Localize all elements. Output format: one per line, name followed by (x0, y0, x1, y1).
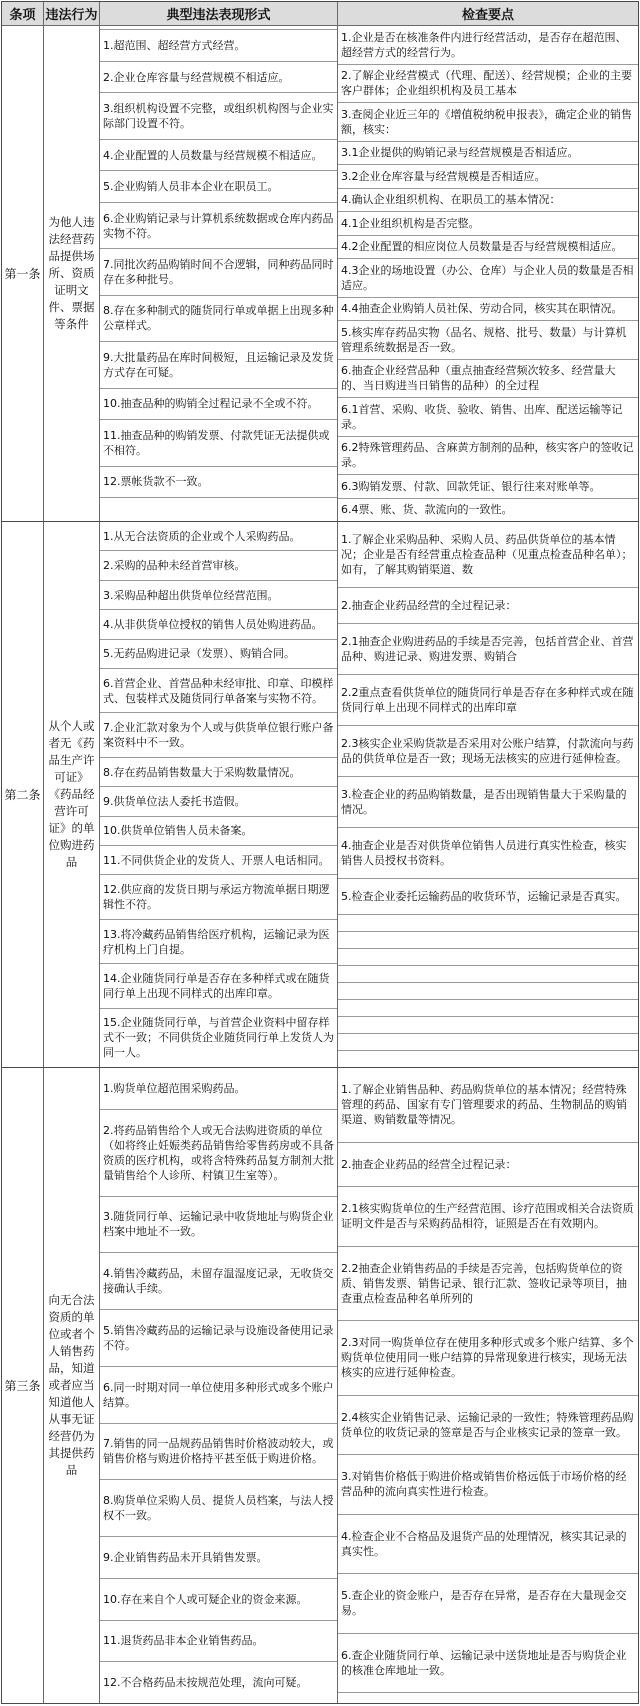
point-item: 4.3企业的场地设置（办公、仓库）与企业人员的数量是否相适应。 (338, 259, 638, 298)
form-item: 11.抽查品种的购销发票、付款凭证无法提供或不相符。 (100, 420, 337, 466)
section-article-3 (2, 1068, 638, 1703)
form-item: 5.销售冷藏药品的运输记录与设施设备使用记录不符。 (100, 1310, 337, 1367)
points-list (338, 1068, 638, 1703)
header-forms: 典型违法表现形式 (100, 2, 338, 26)
section-article-2 (2, 522, 638, 1068)
behavior-description: 从个人或者无《药品生产许可证》《药品经营许可证》的单位购进药品 (44, 522, 100, 1067)
point-item: 4.检查企业不合格品及退货产品的处理情况，核实其记录的真实性。 (338, 1515, 638, 1575)
point-item: 5.检查企业委托运输药品的收货环节，运输记录是否真实。 (338, 879, 638, 915)
inspection-table (1, 1, 639, 1704)
form-item: 6.企业购销记录与计算机系统数据或仓库内药品实物不符。 (100, 203, 337, 249)
form-item: 2.企业仓库容量与经营规模不相适应。 (100, 62, 337, 93)
points-list (338, 26, 638, 521)
points-list (338, 522, 638, 1067)
form-item: 13.将冷藏药品销售给医疗机构，运输记录为医疗机构上门自提。 (100, 920, 337, 964)
form-item: 3.采购品种超出供货单位经营范围。 (100, 581, 337, 610)
point-item: 5.查企业的资金账户，是否存在异常，是否存在大量现金交易。 (338, 1574, 638, 1634)
behavior-description: 向无合法资质的单位或者个人销售药品，知道或者应当知道他人从事无证经营仍为其提供药品 (44, 1068, 100, 1703)
blank-cell (338, 1693, 638, 1703)
point-item: 1.了解企业采购品种、采购人员、药品供货单位的基本情况；企业是否有经营重点检查品种（见重点检查品种名单）；如有，了解其购销渠道、数 (338, 522, 638, 588)
point-item: 1.企业是否在核准条件内进行经营活动，是否存在超范围、超经营方式的经营行为。 (338, 26, 638, 65)
form-item: 9.大批量药品在库时间极短，且运输记录及发货方式存在可疑。 (100, 342, 337, 388)
form-item: 2.采购的品种未经首营审核。 (100, 551, 337, 580)
form-item: 6.同一时期对同一单位使用多种形式或多个账户结算。 (100, 1367, 337, 1424)
form-item: 7.销售的同一品规药品销售时价格波动较大，或销售价格与购进价格持平甚至低于购进价格。 (100, 1424, 337, 1481)
form-item: 1.购货单位超范围采购药品。 (100, 1068, 337, 1110)
blank-cell (338, 1034, 638, 1051)
point-item: 4.2企业配置的相应岗位人员数量是否与经营规模相适应。 (338, 236, 638, 260)
forms-list (100, 1068, 338, 1703)
point-item: 6.4票、账、货、款流向的一致性。 (341, 503, 513, 517)
form-item: 10.存在来自个人或可疑企业的资金来源。 (100, 1579, 337, 1621)
blank-cell (338, 932, 638, 949)
point-item: 3.对销售价格低于购进价格或销售价格远低于市场价格的经营品种的流向真实性进行检查。 (338, 1455, 638, 1515)
form-item: 2.将药品销售给个人或无合法购进资质的单位（如将终止妊娠类药品销售给零售药房或不具备资质的医疗机构，或将含特殊药品复方制剂大批量销售给个人诊所、村镇卫生室等）。 (100, 1110, 337, 1197)
form-item: 11.退货药品非本企业销售药品。 (100, 1621, 337, 1663)
form-item: 12.供应商的发货日期与承运方物流单据日期逻辑性不符。 (100, 875, 337, 919)
form-item: 11.不同供货企业的发货人、开票人电话相同。 (100, 846, 337, 875)
point-item: 3.检查企业的药品购销数量，是否出现销售量大于采购量的情况。 (338, 777, 638, 828)
form-item: 9.企业销售药品未开具销售发票。 (100, 1537, 337, 1579)
point-item: 4.确认企业组织机构、在职员工的基本情况： (338, 189, 638, 213)
blank-cell (338, 915, 638, 932)
point-item: 3.1企业提供的购销记录与经营规模是否相适应。 (338, 142, 638, 166)
point-item: 2.3核实企业采购货款是否采用对公账户结算，付款流向与药品的供货单位是否一致；现场无法核实的应进行延伸检查。 (338, 726, 638, 777)
point-item: 6.1首营、采购、收货、验收、销售、出库、配送运输等记录。 (338, 398, 638, 437)
form-item: 7.企业汇款对象为个人或与供货单位银行账户备案资料中不一致。 (100, 713, 337, 757)
point-item: 2.1核实购货单位的生产经营范围、诊疗范围或相关合法资质证明文件是否与采购药品相符，证照是否在有效期内。 (338, 1187, 638, 1247)
header-behavior: 违法行为 (44, 2, 100, 26)
point-item: 6.2特殊管理药品、含麻黄方制剂的品种，核实客户的签收记录。 (338, 437, 638, 476)
blank-cell (338, 1000, 638, 1017)
point-item: 6.查企业随货同行单、运输记录中送货地址是否与购货企业的核准仓库地址一致。 (338, 1634, 638, 1694)
point-item: 2.抽查企业药品经营的全过程记录： (338, 588, 638, 624)
form-item: 5.无药品购进记录（发票）、购销合同。 (100, 640, 337, 669)
blank-cell (338, 1017, 638, 1034)
blank-cell (338, 1051, 638, 1067)
point-item: 1.了解企业销售品种、药品购货单位的基本情况；经营特殊管理的药品、国家有专门管理要求的药品、生物制品的购销渠道、购销数量等情况。 (338, 1068, 638, 1143)
blank-cell (100, 498, 337, 521)
form-item: 12.票帐货款不一致。 (100, 467, 337, 498)
forms-list (100, 26, 338, 521)
article-number: 第一条 (2, 26, 44, 521)
form-item: 4.企业配置的人员数量与经营规模不相适应。 (100, 140, 337, 171)
form-item: 12.不合格药品未按规范处理，流向可疑。 (103, 1676, 308, 1690)
form-item: 1.超范围、超经营方式经营。 (100, 30, 337, 61)
point-item: 2.2重点查看供货单位的随货同行单是否存在多种样式或在随货同行单上出现不同样式的出库印章 (338, 675, 638, 726)
form-item: 6.首营企业、首营品种未经审批、印章、印模样式、包装样式及随货同行单备案与实物不符。 (100, 669, 337, 713)
article-number: 第三条 (2, 1068, 44, 1703)
form-item: 10.抽查品种的购销全过程记录不全或不符。 (100, 389, 337, 420)
form-item: 4.销售冷藏药品，未留存温湿度记录，无收货交接确认手续。 (100, 1253, 337, 1310)
form-item: 9.供货单位法人委托书造假。 (100, 787, 337, 816)
point-item: 2.4核实企业销售记录、运输记录的一致性；特殊管理药品购货单位的收货记录的签章是否与企业核实记录的签章一致。 (338, 1396, 638, 1456)
point-item: 5.核实库存药品实物（品名、规格、批号、数量）与计算机管理系统数据是否一致。 (338, 321, 638, 360)
form-item: 7.同批次药品购销时间不合逻辑，同种药品同时存在多种批号。 (100, 249, 337, 295)
form-item: 15.企业随货同行单，与首营企业资料中留存样式不一致；不同供货企业随货同行单上发货人为同一人。 (103, 1016, 334, 1060)
blank-cell (338, 966, 638, 983)
point-item: 2.2抽查企业销售药品的手续是否完善，包括购货单位的资质、销售发票、销售记录、银行汇款、签收记录等项目，抽查重点检查品种名单所列的 (338, 1247, 638, 1322)
form-item: 5.企业购销人员非本企业在职员工。 (100, 171, 337, 202)
blank-cell (338, 983, 638, 1000)
header-points: 检查要点 (338, 2, 638, 26)
section-article-1 (2, 26, 638, 522)
form-item: 3.组织机构设置不完整，或组织机构图与企业实际部门设置不符。 (100, 93, 337, 139)
point-item: 4.抽查企业是否对供货单位销售人员进行真实性检查，核实销售人员授权书资料。 (338, 828, 638, 879)
article-number: 第二条 (2, 522, 44, 1067)
point-item: 6.3购销发票、付款、回款凭证、银行往来对账单等。 (338, 475, 638, 499)
form-item: 14.企业随货同行单是否存在多种样式或在随货同行单上出现不同样式的出库印章。 (100, 964, 337, 1008)
form-item: 8.存在药品销售数量大于采购数量情况。 (100, 758, 337, 787)
point-item: 3.2企业仓库容量与经营规模是否相适应。 (338, 165, 638, 189)
forms-list (100, 522, 338, 1067)
point-item: 2.1抽查企业购进药品的手续是否完善，包括首营企业、首营品种、购进记录、购进发票、购销合 (338, 624, 638, 675)
header-article: 条项 (2, 2, 44, 26)
blank-cell (338, 949, 638, 966)
point-item: 2.抽查企业药品的经营全过程记录： (338, 1143, 638, 1188)
point-item: 3.查阅企业近三年的《增值税纳税申报表》，确定企业的销售额，核实： (338, 103, 638, 142)
point-item: 4.1企业组织机构是否完整。 (338, 212, 638, 236)
point-item: 4.4抽查企业购销人员社保、劳动合同，核实其在职情况。 (338, 298, 638, 322)
point-item: 2.了解企业经营模式（代理、配送）、经营规模；企业的主要客户群体；企业组织机构及员工基本 (338, 65, 638, 104)
point-item: 6.抽查企业经营品种（重点抽查经营频次较多、经营量大的、当日购进当日销售的品种）的全过程 (338, 360, 638, 399)
form-item: 8.购货单位采购人员、提货人员档案，与法人授权不一致。 (100, 1480, 337, 1537)
behavior-description: 为他人违法经营药品提供场所、资质证明文件、票据等条件 (44, 26, 100, 521)
form-item: 8.存在多种制式的随货同行单或单据上出现多种公章样式。 (100, 296, 337, 342)
point-item: 2.3对同一购货单位存在使用多种形式或多个账户结算、多个购货单位使用同一账户结算的异常现象进行核实，现场无法核实的应进行延伸检查。 (338, 1321, 638, 1396)
form-item: 1.从无合法资质的企业或个人采购药品。 (100, 522, 337, 551)
form-item: 10.供货单位销售人员未备案。 (100, 817, 337, 846)
form-item: 4.从非供货单位授权的销售人员处购进药品。 (100, 610, 337, 639)
form-item: 3.随货同行单、运输记录中收货地址与购货企业档案中地址不一致。 (100, 1197, 337, 1254)
